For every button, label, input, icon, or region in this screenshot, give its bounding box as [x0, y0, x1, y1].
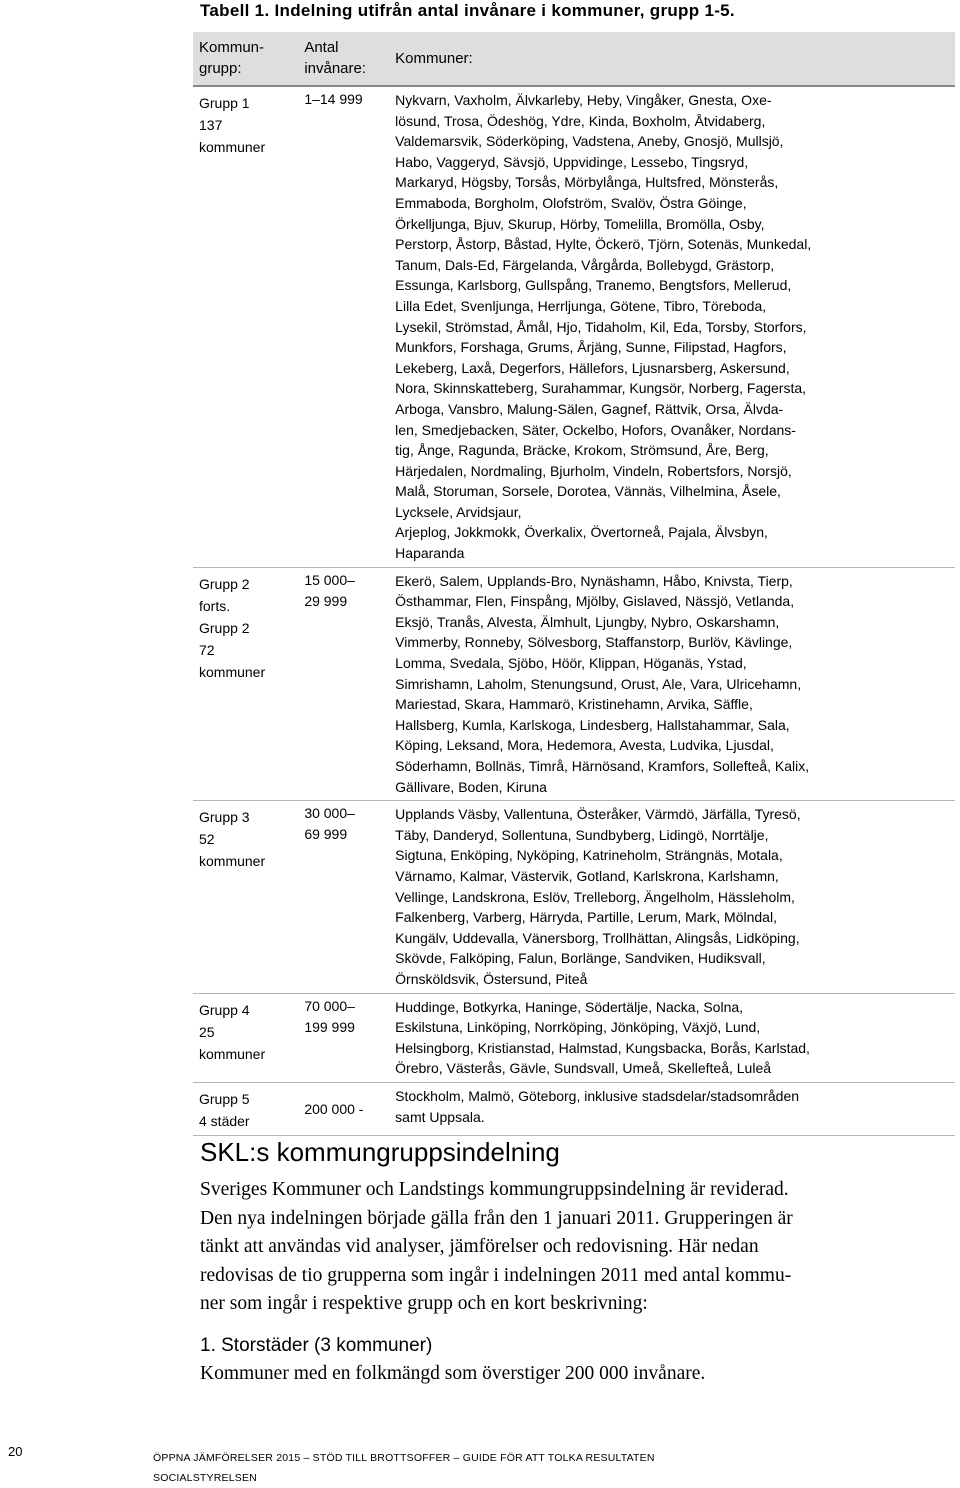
population-cell	[298, 801, 389, 993]
page-number: 20	[8, 1444, 23, 1459]
table-header-row	[193, 32, 955, 86]
municipalities-line: Lilla Edet, Svenljunga, Herrljunga, Götene, Tibro, Töreboda,	[395, 297, 767, 314]
group-cell	[193, 1082, 298, 1135]
header-group-line: Kommun-	[199, 39, 265, 56]
municipalities-line: Köping, Leksand, Mora, Hedemora, Avesta, Ludvika, Ljusdal,	[395, 737, 774, 754]
municipalities-line: Munkfors, Forshaga, Grums, Årjäng, Sunne, Filipstad, Hagfors,	[395, 339, 787, 356]
municipalities-cell	[389, 567, 955, 801]
municipalities-line: Haparanda	[395, 545, 465, 562]
population-cell-line: 200 000 -	[304, 1100, 364, 1117]
municipalities-line: Sigtuna, Enköping, Nyköping, Katrineholm, Strängnäs, Motala,	[395, 847, 783, 864]
municipalities-line: lösund, Trosa, Ödeshög, Ydre, Kinda, Boxholm, Åtvidaberg,	[395, 112, 766, 129]
group-cell-line: 4 städer	[199, 1112, 250, 1129]
municipalities-line: Stockholm, Malmö, Göteborg, inklusive stadsdelar/stadsområden	[395, 1087, 800, 1104]
municipalities-line: len, Smedjebacken, Säter, Ockelbo, Hofors, Ovanåker, Nordans-	[395, 421, 796, 438]
header-municipalities: Kommuner:	[395, 50, 473, 67]
population-cell-line: 199 999	[304, 1018, 355, 1035]
population-cell-line: 30 000–	[304, 805, 355, 822]
municipality-group-table	[193, 32, 955, 1136]
municipalities-line: Östhammar, Flen, Finspång, Mjölby, Gislaved, Nässjö, Vetlanda,	[395, 593, 795, 610]
intro-line: redovisas de tio grupperna som ingår i indelningen 2011 med antal kommu-	[200, 1264, 792, 1286]
municipalities-cell	[389, 1082, 955, 1135]
municipalities-line: Huddinge, Botkyrka, Haninge, Södertälje, Nacka, Solna,	[395, 998, 744, 1015]
group-cell-line: kommuner	[199, 139, 266, 155]
group-cell-line: kommuner	[199, 663, 266, 680]
municipalities-line: Kungälv, Uddevalla, Vänersborg, Trollhättan, Alingsås, Lidköping,	[395, 929, 800, 946]
municipalities-line: Lomma, Svedala, Sjöbo, Höör, Klippan, Höganäs, Ystad,	[395, 655, 747, 672]
municipalities-line: Nora, Skinnskatteberg, Surahammar, Kungsör, Norberg, Fagersta,	[395, 380, 807, 397]
header-count	[298, 32, 389, 86]
intro-line: tänkt att användas vid analyser, jämförelser och redovisning. Här nedan	[200, 1236, 759, 1258]
municipalities-line: Markaryd, Högsby, Torsås, Mörbylånga, Hultsfred, Mönsterås,	[395, 174, 779, 191]
municipalities-line: Vimmerby, Ronneby, Sölvesborg, Staffanstorp, Burlöv, Kävlinge,	[395, 634, 793, 651]
section-title: SKL:s kommungruppsindelning	[200, 1137, 560, 1167]
table-row	[193, 1082, 955, 1135]
table-row	[193, 86, 955, 567]
header-count-line: Antal	[304, 39, 339, 56]
municipalities-line: Härjedalen, Nordmaling, Bjurholm, Vindeln, Robertsfors, Norsjö,	[395, 462, 792, 479]
group-cell	[193, 567, 298, 801]
population-cell-line: 15 000–	[304, 571, 355, 588]
group-cell-line: Grupp 3	[199, 809, 250, 826]
municipalities-line: Värnamo, Kalmar, Västervik, Gotland, Karlskrona, Karlshamn,	[395, 867, 779, 884]
group-cell-line: forts.	[199, 597, 231, 614]
group-cell-line: 137	[199, 117, 223, 133]
municipalities-line: Lycksele, Arvidsjaur,	[395, 503, 522, 520]
municipalities-cell	[389, 801, 955, 993]
municipalities-line: Söderhamn, Bollnäs, Timrå, Härnösand, Kramfors, Sollefteå, Kalix,	[395, 758, 810, 774]
population-cell-line: 69 999	[304, 826, 348, 843]
municipalities-line: Emmaboda, Borgholm, Olofström, Svalöv, Östra Göinge,	[395, 194, 747, 211]
municipalities-line: tig, Ånge, Ragunda, Bräcke, Krokom, Strömsund, Åre, Berg,	[395, 442, 769, 459]
group-cell	[193, 801, 298, 993]
group-cell-line: 72	[199, 641, 215, 658]
group-cell	[193, 993, 298, 1082]
municipalities-line: Lysekil, Strömstad, Åmål, Hjo, Tidaholm, Kil, Eda, Torsby, Storfors,	[395, 318, 807, 335]
municipalities-line: Simrishamn, Laholm, Stenungsund, Orust, Ale, Vara, Ulricehamn,	[395, 675, 802, 692]
municipalities-line: Valdemarsvik, Söderköping, Vadstena, Aneby, Gnosjö, Mullsjö,	[395, 133, 784, 150]
municipalities-line: Malå, Storuman, Sorsele, Dorotea, Vännäs, Vilhelmina, Åsele,	[395, 483, 781, 500]
group-cell-line: Grupp 4	[199, 1001, 250, 1018]
group-1-heading: 1. Storstäder (3 kommuner)	[200, 1335, 433, 1356]
municipalities-line: Arjeplog, Jokkmokk, Överkalix, Övertorneå, Pajala, Älvsbyn,	[395, 524, 768, 541]
population-cell	[298, 86, 389, 567]
group-1-text: Kommuner med en folkmängd som överstiger 200 000 invånare.	[200, 1363, 706, 1384]
municipalities-line: Mariestad, Skara, Hammarö, Kristinehamn, Arvika, Säffle,	[395, 696, 753, 713]
municipalities-line: Perstorp, Åstorp, Båstad, Hylte, Öckerö, Tjörn, Sotenäs, Munkedal,	[395, 236, 812, 253]
municipalities-cell	[389, 86, 955, 567]
footer-publication: ÖPPNA JÄMFÖRELSER 2015 – STÖD TILL BROTTSOFFER – GUIDE FÖR ATT TOLKA RESULTATEN	[153, 1452, 655, 1464]
municipalities-line: Nykvarn, Vaxholm, Älvkarleby, Heby, Vingåker, Gnesta, Oxe-	[395, 92, 772, 108]
table-row	[193, 801, 955, 993]
footer	[153, 1448, 655, 1488]
municipalities-line: Arboga, Vansbro, Malung-Sälen, Gagnef, Rättvik, Orsa, Älvda-	[395, 400, 784, 417]
group-cell-line: Grupp 5	[199, 1090, 250, 1107]
group-cell-line: Grupp 2	[199, 619, 250, 636]
municipalities-line: Eskilstuna, Linköping, Norrköping, Jönköping, Växjö, Lund,	[395, 1019, 761, 1036]
population-cell	[298, 1082, 389, 1135]
intro-line: Sveriges Kommuner och Landstings kommungruppsindelning är reviderad.	[200, 1179, 789, 1200]
municipalities-line: samt Uppsala.	[395, 1108, 485, 1125]
municipalities-line: Upplands Väsby, Vallentuna, Österåker, Värmdö, Järfälla, Tyresö,	[395, 806, 801, 823]
municipalities-line: Lekeberg, Laxå, Degerfors, Hällefors, Ljusnarsberg, Askersund,	[395, 359, 790, 376]
population-cell	[298, 993, 389, 1082]
municipalities-line: Tanum, Dals-Ed, Färgelanda, Vårgårda, Bollebygd, Grästorp,	[395, 256, 775, 273]
group-cell-line: 52	[199, 831, 215, 848]
intro-line: ner som ingår i respektive grupp och en kort beskrivning:	[200, 1293, 648, 1315]
municipalities-line: Hallsberg, Kumla, Karlskoga, Lindesberg, Hallstahammar, Sala,	[395, 716, 790, 733]
population-cell-line: 70 000–	[304, 997, 355, 1014]
table-row	[193, 993, 955, 1082]
group-cell-line: Grupp 2	[199, 575, 250, 592]
header-group-line: grupp:	[199, 60, 242, 77]
group-cell-line: kommuner	[199, 853, 266, 870]
municipalities-line: Vellinge, Landskrona, Eslöv, Trelleborg, Ängelholm, Hässleholm,	[395, 888, 795, 905]
municipalities-line: Eksjö, Tranås, Alvesta, Älmhult, Ljungby, Nybro, Oskarshamn,	[395, 613, 780, 630]
municipalities-line: Skövde, Falköping, Falun, Borlänge, Sandviken, Hudiksvall,	[395, 950, 766, 967]
municipalities-cell	[389, 993, 955, 1082]
intro-line: Den nya indelningen började gälla från den 1 januari 2011. Grupperingen är	[200, 1207, 793, 1229]
group-cell-line: Grupp 1	[199, 95, 250, 111]
footer-publisher: SOCIALSTYRELSEN	[153, 1472, 257, 1484]
population-cell-line: 29 999	[304, 592, 348, 609]
municipalities-line: Essunga, Karlsborg, Gullspång, Tranemo, Bengtsfors, Mellerud,	[395, 277, 792, 294]
municipalities-line: Örnsköldsvik, Östersund, Piteå	[395, 970, 588, 987]
population-cell-line: 1–14 999	[304, 91, 363, 107]
group-cell	[193, 86, 298, 567]
intro-paragraph	[200, 1176, 940, 1319]
municipalities-line: Ekerö, Salem, Upplands-Bro, Nynäshamn, Håbo, Knivsta, Tierp,	[395, 572, 793, 589]
municipalities-line: Habo, Vaggeryd, Sävsjö, Uppvidinge, Lessebo, Tingsryd,	[395, 153, 749, 170]
municipalities-line: Örkelljunga, Bjuv, Skurup, Hörby, Tomelilla, Bromölla, Osby,	[395, 215, 765, 232]
group-cell-line: kommuner	[199, 1045, 266, 1062]
table-row	[193, 567, 955, 801]
municipalities-line: Falkenberg, Varberg, Härryda, Partille, Lerum, Mark, Mölndal,	[395, 909, 777, 926]
header-count-line: invånare:	[304, 60, 367, 77]
group-1-description	[200, 1332, 940, 1388]
population-cell	[298, 567, 389, 801]
header-group	[193, 32, 298, 86]
group-cell-line: 25	[199, 1023, 215, 1040]
municipalities-line: Örebro, Västerås, Gävle, Sundsvall, Umeå, Skellefteå, Luleå	[395, 1060, 772, 1077]
table-caption: Tabell 1. Indelning utifrån antal invånare i kommuner, grupp 1-5.	[200, 1, 735, 20]
municipalities-line: Helsingborg, Kristianstad, Halmstad, Kungsbacka, Borås, Karlstad,	[395, 1039, 810, 1056]
municipalities-line: Gällivare, Boden, Kiruna	[395, 778, 547, 795]
municipalities-line: Täby, Danderyd, Sollentuna, Sundbyberg, Lidingö, Norrtälje,	[395, 826, 769, 843]
